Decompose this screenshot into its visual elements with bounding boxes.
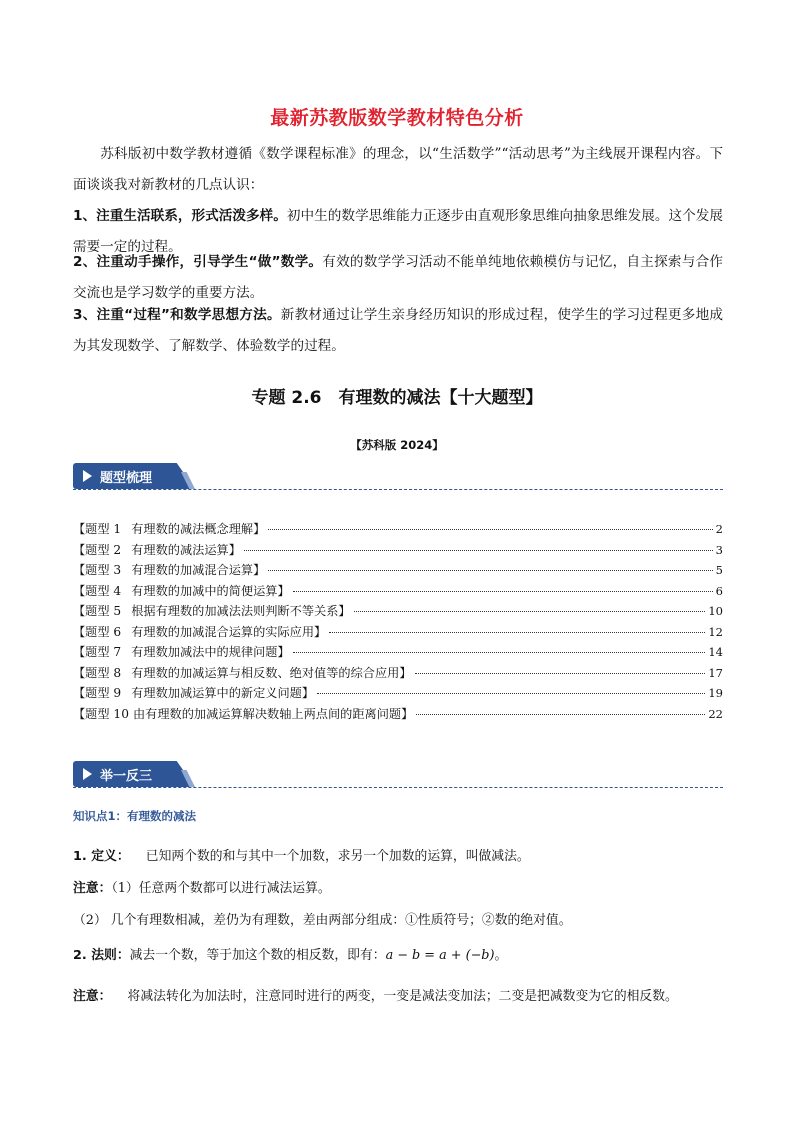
note-line-2 [73,909,572,928]
definition-text: 已知两个数的和与其中一个加数，求另一个加数的运算，叫做减法。 [145,849,530,864]
toc-text: 有理数的减法概念理解】 [131,522,266,536]
toc-text: 有理数的加减混合运算的实际应用】 [131,624,327,639]
point-1-text: 初中生的数学思维能力正逐步由直观形象思维向抽象思维发展。这个发展需要一定的过程。 [73,208,723,255]
toc-text: 有理数的减法运算】 [131,542,241,557]
toc-entry[interactable] [73,684,723,705]
toc-tag: 【题型 2 [73,542,122,557]
toc-text: 有理数的加减中的简便运算】 [131,583,290,598]
toc-leader [329,632,705,633]
toc-text: 有理数的加减运算与相反数、绝对值等的综合应用】 [131,665,412,680]
toc-page: 2 [715,522,723,536]
intro-text: 苏科版初中数学教材遵循《数学课程标准》的理念，以“生活数学”“活动思考”为主线展开课程内容。下面谈谈我对新教材的几点认识： [73,146,723,193]
toc-tag: 【题型 6 [73,624,122,639]
toc-entry[interactable] [73,520,723,541]
rule-end: 。 [494,948,508,963]
toc-page: 6 [715,583,723,598]
definition-line [73,845,530,864]
note-line-3 [73,985,678,1004]
toc-leader [354,611,706,612]
toc-leader [268,529,712,530]
note-line-1 [73,877,331,896]
banner-dashed-line [73,787,723,788]
toc-page: 14 [708,645,723,659]
practice-banner-label: 举一反三 [100,769,153,784]
rule-line [73,944,507,963]
toc-page: 12 [708,624,723,639]
toc-leader [293,591,713,592]
topic-subtitle: 【苏科版 2024】 [350,438,444,452]
intro-paragraph [73,139,723,201]
play-arrow-icon [83,768,92,780]
toc-text: 有理数加减法中的规律问题】 [131,645,290,659]
toc-page: 17 [708,665,723,680]
toc-text: 有理数加减运算中的新定义问题】 [131,686,315,700]
rule-label: 2. 法则： [73,948,130,963]
promo-title: 最新苏教版数学教材特色分析 [270,107,524,129]
definition-label: 1. 定义： [73,849,130,864]
point-3-text: 新教材通过让学生亲身经历知识的形成过程，使学生的学习过程更多地成为其发现数学、了解数学、体验数学的过程。 [73,307,724,354]
knowledge-point-title: 知识点1：有理数的减法 [73,809,197,823]
toc-tag: 【题型 1 [73,522,122,536]
toc-banner [73,463,723,489]
toc-tag: 【题型 10 [73,706,129,721]
toc-tag: 【题型 9 [73,686,122,700]
note-3-text: 将减法转化为加法时，注意同时进行的两变，一变是减法变加法；二变是把减数变为它的相反数。 [127,989,678,1004]
toc-tag: 【题型 4 [73,583,122,598]
table-of-contents [73,520,723,725]
toc-entry[interactable] [73,643,723,664]
point-2-text: 有效的数学学习活动不能单纯地依赖模仿与记忆，自主探索与合作交流也是学习数学的重要方法。 [73,254,724,301]
toc-entry[interactable] [73,664,723,685]
note-2-text: （2） 几个有理数相减，差仍为有理数，差由两部分组成：①性质符号；②数的绝对值。 [73,913,572,928]
practice-banner [73,761,723,787]
toc-page: 5 [715,563,723,577]
toc-entry[interactable] [73,561,723,582]
point-2-heading: 2、注重动手操作，引导学生“做”数学。 [73,254,323,270]
toc-tag: 【题型 7 [73,645,122,659]
toc-page: 22 [708,706,723,721]
toc-leader [416,714,705,715]
toc-entry[interactable] [73,541,723,562]
intro-point-3 [73,300,723,362]
toc-tag: 【题型 5 [73,604,122,618]
point-3-heading: 3、注重“过程”和数学思想方法。 [73,307,281,323]
toc-leader [317,693,705,694]
toc-entry[interactable] [73,582,723,603]
toc-page: 10 [708,604,723,618]
toc-leader [293,652,706,653]
note-1-text: （1）任意两个数都可以进行减法运算。 [111,881,331,896]
toc-page: 3 [715,542,723,557]
rule-formula: a − b = a + (−b) [385,948,495,963]
play-arrow-icon [83,470,92,482]
toc-entry[interactable] [73,705,723,726]
note-label: 注意： [73,881,112,896]
toc-banner-label: 题型梳理 [100,471,153,486]
toc-page: 19 [708,686,723,700]
toc-leader [244,550,713,551]
rule-text: 减去一个数，等于加这个数的相反数，即有： [129,948,386,963]
topic-title: 专题 2.6 有理数的减法【十大题型】 [251,388,543,408]
toc-entry[interactable] [73,623,723,644]
toc-entry[interactable] [73,602,723,623]
point-1-heading: 1、注重生活联系，形式活泼多样。 [73,208,287,224]
banner-dashed-line [73,489,723,490]
toc-leader [415,673,706,674]
toc-tag: 【题型 8 [73,665,122,680]
toc-leader [268,570,712,571]
toc-text: 根据有理数的加减法法则判断不等关系】 [131,604,351,618]
toc-text: 有理数的加减混合运算】 [131,563,266,577]
note-3-label: 注意： [73,989,112,1004]
toc-tag: 【题型 3 [73,563,122,577]
toc-text: 由有理数的加减运算解决数轴上两点间的距离问题】 [132,706,414,721]
